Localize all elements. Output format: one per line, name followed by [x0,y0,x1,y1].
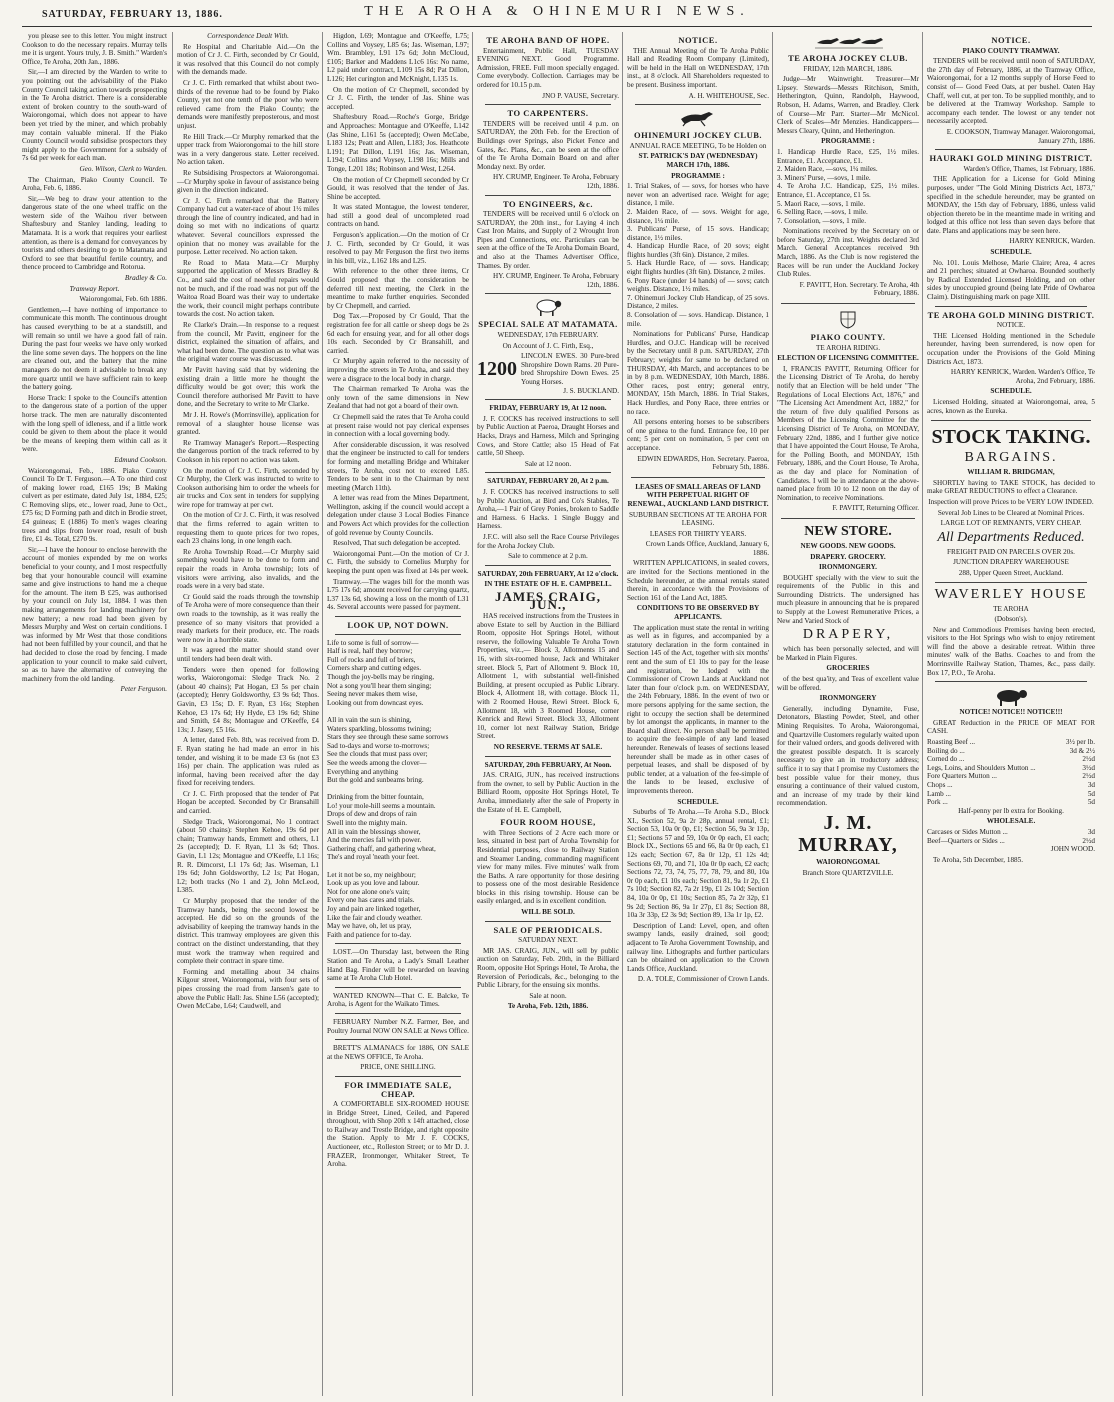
auctioneer-name: JAMES CRAIG, JUN., [495,588,601,613]
divider [335,634,461,635]
article-text: you please see to this letter. You might instruct Cookson to do the necessary repairs. Murray tells me it is urgent. Yours truly, J. B. Smith." Warden's Office, Te Aroha, 20th Jan., 1886. [22,32,167,66]
sale-date: SATURDAY NEXT. [518,936,578,945]
masthead-rule [22,26,1092,27]
divider [931,420,1091,421]
divider [485,921,611,922]
article-text: Cr J. C. Firth remarked that whilst about two-thirds of the revenue had to be found by Piako County, yet not one tenth of the poor who were relieved came from the Piako County; the demands were manifestly preposterous, and most unjust. [177,78,319,130]
article-text: On the motion of Cr J. C. Firth, it was resolved that the firms referred to again written to requesting them to quote prices for two ropes, each 23 chains long, in one length each. [177,511,319,546]
price-item: Chops ... [927,781,953,789]
ad-heading: SALE OF PERIODICALS. [493,924,603,935]
article-text: On the motion of Cr Chepmell seconded by Cr Gould, it was resolved that the tender of Jas. Shine be accepted. [327,175,469,201]
article-text: It was stated Montague, the lowest tenderer, had still a good deal of uncompleted road contracts on hand. [327,203,469,229]
divider [335,616,461,617]
sheep-icon [531,298,565,316]
article-text: Higdon, L69; Montague and O'Keeffe, L75; Collins and Voysey, L85 6s; Jas. Wiseman, L97; Wm. Brambley, L91 17s 6d; John McCloud, £105; Barker and Maddens L1c6 16s: No name, L2 paid under contract, L109 15s 8d; Pat Dillon, L126; Het curington and McKnight, L135 1s. [327,32,469,83]
ad-heading: OHINEMURI JOCKEY CLUB. [633,130,763,141]
divider [485,104,611,105]
merchant-branch: Branch Store QUARTZVILLE. [802,868,894,877]
ad-text: All persons entering horses to be subscribers of one guinea to the fund. Entrance fee, 10 per cent; 5 per cent on nomination, 5 per cent on acceptance. [627,418,769,452]
ad-line: LARGE LOT OF REMNANTS, VERY CHEAP. [940,519,1082,528]
meat-price-list [927,738,1095,807]
price-row [927,755,1095,764]
divider [335,1076,461,1077]
ad-text: J.F.C. will also sell the Race Course Privileges for the Aroha Jockey Club. [477,532,619,550]
sale-terms: NO RESERVE. TERMS AT SALE. [493,742,603,751]
divider [935,582,1087,583]
ad-heading: TE AROHA BAND OF HOPE. [486,35,610,45]
article-text: Cr Gould said the roads through the township of Te Aroha were of more consequence than their own roads to the township, as it was really the presence of so many visitors that provided a ready markets for their produce, etc. The roads were now in a horrible state. [177,592,319,644]
meeting-subtitle: ANNUAL RACE MEETING, To be Holden on [629,141,767,150]
store-line: GROCERIES [826,664,870,673]
classified-lost: LOST.—On Thursday last, between the Ring Station and Te Aroha, a Lady's Small Leather Hand Bag. Finder will be rewarded on leaving same at Te Aroha Club Hotel. [327,948,469,983]
article-text: Mr J. H. Rowe's (Morrinsville), application for removal of a slaughter house license was granted. [177,410,319,437]
divider [935,306,1087,307]
ad-text: Entertainment, Public Hall, TUESDAY EVENING NEXT. Good Programme. Admission, FREE. Full moon specially engaged. Come everybody. Collection. Carriages may be ordered for 10.15 p.m. [477,46,619,89]
ad-text: JAS. CRAIG, JUN., has received instructions from the owner, to sell by Public Auction in the Billiard Room, opposite Hot Springs Hotel, Te Aroha, immediately after the sale of Property in the Estate of H. E. Campbell, [477,771,619,814]
signature: HY. CRUMP, Engineer. Te Aroha, February 12th, 1886. [493,272,619,289]
signature: F. PAVITT, Returning Officer. [832,504,919,513]
divider [935,681,1087,682]
price-value: 3½d [1082,763,1095,772]
article-text: Mr Pavitt having said that by widening the existing drain a little more he thought the difficulty would be got over; this work the Council therefore authorised Mr Pavitt to have done, and the Secretary to write to Mr Clarke. [177,365,319,409]
divider [635,104,761,105]
bull-icon [991,686,1031,706]
price-item: Fore Quarters Mutton ... [927,772,997,781]
column-2 [172,32,323,1396]
ad-text: WRITTEN APPLICATIONS, in sealed covers, are invited for the Sections mentioned in the Schedule hereunder, at the annual rentals stated therein, in accordance with the Provisions of Section 161 of the Land Act, 1885. [627,559,769,602]
ad-text: The application must state the rental in writing as well as in figures, and accompanied by a statutory declaration in the form contained in Section 145 of the Act, together with six months' rent and the sum of £1 10s to pay for the lease and registration, be lodged with the Commissioner of Crown Lands at Auckland not later than four o'clock p.m. on WEDNESDAY, the 24th February, 1886. In the event of two or more persons applying for the same section, the right to occupy the section shall be determined by lot amongst the applicants, in manner to the Board shall direct. No person shall be permitted to acquire the fee-simple of any land leased hereunder. Renewals of leases of sections leased hereunder shall be made as in other cases of perpetual leases, and shall be disposed of by public tender, at a valuation of the fee-simple of the lands to be leased, exclusive of improvements thereon. [627,623,769,795]
signature: Bradley & Co. [124,274,167,283]
price-value: 3d [1087,781,1095,789]
poem-title: LOOK UP, NOT DOWN. [347,620,449,630]
article-text: Re Road to Mata Mata.—Cr Murphy supported the application of Messrs Bradley & Co., and said the cost of needful repairs would not be much, and if the road was not put off the Waitoa Road Board was their way to undertake the work, their council might perhaps contribute towards the cost. No action taken. [177,258,319,319]
ad-line: Half-penny per lb extra for Booking. [958,806,1064,815]
store-address: 288, Upper Queen Street, Auckland. [958,568,1064,577]
sale-date: SATURDAY, FEBRUARY 20, At 2 p.m. [487,477,609,486]
programme-heading: PROGRAMME : [671,171,725,180]
wholesale-price-list [927,828,1095,845]
ad-text: TENDERS will be received until noon of SATURDAY, the 27th day of February, 1886, at the Tramway Office, Waiorongomai, for a 12 months supply of Horse Feed to consist of— Good Feed Oats, at per bushel. Oaten Hay Chaff, well cut, at per ton. To be supplied monthly, and to be delivered at the Tramway Workshop. Sample to accompany each tender. The lowest or any tender not necessarily accepted. [927,57,1095,126]
article-text: Ferguson's application.—On the motion of Cr J. C. Firth, seconded by Cr Gould, it was resolved to pay Mr Ferguson the first two items in his bill, viz., L162 18s and L25. [327,231,469,265]
store-name: JUNCTION DRAPERY WAREHOUSE [953,558,1069,567]
price-row [927,837,1095,846]
divider [335,943,461,944]
ad-text: I, FRANCIS PAVITT, Returning Officer for the Licensing District of Te Aroha, do hereby notify that an Election will be held under "The Regulations of Local Elections Act, 1876," and "The Licensing Act Amendment Act, 1882," for the return of five duly qualified Persons as Members of the Licensing Committee for the Licensing District of Te Aroha, on MONDAY, February 22nd, 1886, and I further give notice that I have appointed the Court House, Te Aroha, for the Polling Booth, and MONDAY, 15th February, 1886, and the Court House, Te Aroha, as the day and place for Nomination of Candidates. I will be in attendance at the above-named place from 10 to 12 noon on the day of Nomination, to receive Nominations. [777,364,919,502]
ad-text: Generally, including Dynamite, Fuse, Detonators, Blasting Powder, Steel, and other Mining Requisites. To Aroha, Waiorongomai, and Quartzville Customers regularly waited upon for their valued orders, and goods delivered with the greatest possible despatch. It is scarcely necessary to give an in troductory address; suffice it to say that I promise my Customers the best possible value for their money, thus ensuring a continuance of their valued custom, and an increase of my trade by their kind recommendation. [777,704,919,808]
sale-account: On Account of J. C. Firth, Esq., [502,341,594,350]
price-item: Lamb ... [927,789,951,798]
signature: F. PAVITT, Hon. Secretary. Te Aroha, 4th February, 1886. [799,280,919,298]
column-6 [772,32,923,1396]
article-text: Re Clarke's Drain.—In response to a request from the council, Mr Pavitt, engineer for the district, explained the situation of affairs, and what had been done. The question as to what was the original water course was discussed. [177,321,319,364]
article-text: After considerable discussion, it was resolved that the engineer be instructed to call for tenders for forming and metalling Bridge and Whitaker streets, Te Aroha, cost not to exceed L85. Tenders to be sent in to the Chairman by next meeting (March 11th). [327,440,469,492]
divider [485,399,611,400]
article-text: On the motion of Cr J. C. Firth, seconded by Cr Murphy, the Clerk was instructed to write to Cookson authorising him to order the wheels for air trucks and Cox sent in tenders for supplying wire rope for tramway at per cwt. [177,466,319,509]
ad-text: No. 101. Louis Melhose, Marie Claire; Area, 4 acres and 21 perches; situated at Owharoa. Bounded southerly by Radical Extended Licensed Holding, and on other sides by unoccupied ground (being late Pride of Owharoa Claim). Distinguishing mark on page XIII. [927,258,1095,302]
divider [485,756,611,757]
notice-heading: NOTICE! NOTICE!! NOTICE!!! [959,708,1063,717]
signature: J. S. BUCKLAND. [563,386,619,395]
section-heading: Correspondence Dealt With. [207,32,289,40]
article-text: Cr J. C. Firth remarked that the Battery Company had cut a water-race of about 1½ miles through the line of country indicated, and had in doing so met with no indications of quartz whatever. Several councillors expressed the opinion that no money was available for the purpose. Letter received. No action taken. [177,196,319,257]
divider [485,565,611,566]
ad-subheading: LEASES FOR THIRTY YEARS. [649,529,747,538]
ad-text: of the best qua'ity, and Teas of excellent value will be offered. [777,675,919,692]
classified-wanted: WANTED KNOWN—That C. E. Balcke, Te Aroha, is Agent for the Waikato Times. [327,991,469,1009]
race-programme: 1. Handicap Hurdle Race, £25, 1½ miles. Entrance, £1. Acceptance, £1. 2. Maiden Race, —sovs, 1¼ miles. 3. Miners' Purse, —sovs, 1 mile. 4. Te Aroha J.C. Handicap, £25, 1½ miles. Entrance, £1. Acceptance, £1 5s. 5. Maori Race, —sovs, 1 mile. 6. Selling Race, —sovs, 1 mile. 7. Consolation, —sovs, 1 mile. [777,147,919,225]
sale-time: Sale at 12 noon. [524,459,572,468]
article-text: The Chairman remarked Te Aroha was the only town of the same dimensions in New Zealand that had not got a board of their own. [327,385,469,411]
ad-text: TENDERS will be received until 6 o'clock on SATURDAY, the 20th inst., for Laying 4 inch Cast Iron Mains, and Supply of 2 Wrought Iron Pipes and Connections, etc. Particulars can be seen at the office of the Te Aroha Domain Board, and also at the Thames Advertiser Office, Thames. By order. [477,210,619,270]
article-text: Re Tramway Manager's Report.—Respecting the dangerous portion of the track referred to by Cookson in his report no action was taken. [177,438,319,464]
ad-text: THE Application for a License for Gold Mining purposes, under "The Gold Mining Districts Act, 1873," specified in the schedule hereunder, may be granted on MONDAY, the 15th day of February, 1886, unless valid objection thereto be in the meantime made in writing and lodged at this office not less than seven days before that date. Plans and applications may be seen here. [927,175,1095,235]
price-row [927,798,1095,807]
ad-text: Description of Land: Level, open, and often swampy lands, easily drained, soil good; adjacent to Te Aroha Government Township, and railway line. Lithographs and further particulars can be obtained on application to the Crown Lands Office, Auckland. [627,921,769,973]
ad-text: TENDERS will be received until 4 p.m. on SATURDAY, the 20th Feb. for the Erection of Buildings over Springs, also Picket Fence and Gates, &c. Plans, &c., can be seen at the office of the Te Aroha Domain Board on and after Monday next. By order. [477,119,619,171]
ad-line: Inspection will prove Prices to be VERY LOW INDEED. [928,497,1094,506]
merchant-location: WAIORONGOMAI. [816,857,880,866]
price-item: Legs, Loins, and Shoulders Mutton ... [927,763,1036,772]
hotel-owner: (Dobson's). [994,615,1028,624]
dateline: Crown Lands Office, Auckland, January 6, 1886. [645,540,769,557]
ad-text: BOUGHT specially with the view to suit the requirements of the Public in this and Surrounding Districts. The undersigned has much pleasure in announcing that he is prepared to Supply at the Lowest Remunerative Prices, a New and Varied Stock of [777,573,919,625]
ad-text: Suburbs of Te Aroha.—Te Aroha S.D., Block XI., Section 52, 9a 2r 28p, annual rental, £1; Section 53, 10a 0r 0p, £1; Section 56, 9a 3r 13p, £1; Sections 57 and 59, 10a 0r 0p each, £1 each; Block IX., Sections 65 and 66, 8a 0r 0p each, £1 12s each; Section 67, 8a 0r 12p, £1 12s 4d; Sections 69, 70, and 71, 10a 0r 0p each, £2 each; Sections 72, 73, 74, 75, 77, 78, 79, and 80, 10a 0r 0p each, £1 10s each; Section 81, 9a 1r 2p, £1 7s 10d; Section 82, 7a 2r 19p, £1 2s 10d; Section 84, 10a 0r 0p, £1 10s; Section 85, 7a 2r 32p, £1 9s 2d; Section 86, 9a 1r 27p, £1 8s; Section 88, 10a 3r 33p, £2 3s 9d; Section 89, 13a 1r 1p, £2. [627,808,769,920]
article-text: Sledge Track, Waiorongomai, No 1 contract (about 50 chains): Stephen Kehoe, 19s 6d per chain; Tramway hands, Emmett and others, L1 2s (accepted); D. F. Ryan, L1 3s 6d; Thos. Gavin, L1 12s; Montague and O'Keeffe, L1 16s; R. R. Dimcorst, L1 17s 6d; Jas. Wiseman, L1 19s 6d; John Goldsworthy, L2 1s; Pat Hogan, L2; both tracks (No 1 and 2), John McLeod, L385. [177,817,319,895]
article-text: A letter, dated Feb. 8th, was received from D. F. Ryan stating he had made an error in his tender, and wishing it to be made £3 6s (not £3 16s) per chain. The application was ruled as informal, having been received after the day fixed for receiving tenders. [177,736,319,788]
column-3 [322,32,473,1396]
article-text: A letter was read from the Mines Department, Wellington, asking if the council would accept a delegation under clause 3 Local Bodies Finance and Powers Act which provides for the collection of gold revenue by County Councils. [327,494,469,537]
price-item: Boiling do ... [927,746,965,755]
sale-date: WEDNESDAY, 17th FEBRUARY. [497,331,599,340]
article-text: Dog Tax.—Proposed by Cr Gould, That the registration fee for all cattle or sheep dogs be 2s 6d each for ensuing year, and for all other dogs 10s each. Seconded by Cr Bransahill, and carried. [327,312,469,355]
section-heading: Tramway Report. [69,284,120,293]
article-text: Waiorongomai Punt.—On the motion of Cr J. C. Firth, the subsidy to Cornelius Murphy for keeping the punt open was fixed at 14s per week. [327,549,469,576]
estate-heading: IN THE ESTATE OF H. E. CAMPBELL. [484,580,612,589]
store-heading: NEW STORE. [804,523,892,539]
ad-line: Several Job Lines to be Cleared at Nominal Prices. [937,508,1085,517]
ad-subheading: CONDITIONS TO BE OBSERVED BY APPLICANTS. [636,604,760,622]
price-value: 2½d [1082,836,1095,845]
price-value: 2½d [1082,772,1095,781]
sale-date: FRIDAY, FEBRUARY 19, At 12 noon. [489,404,607,413]
price-value: 3½ per lb. [1065,738,1095,747]
dateline: Waiorongomai, Feb. 6th 1886. [79,295,167,304]
ad-heading: HAURAKI GOLD MINING DISTRICT. [929,153,1093,164]
article-text: Re Hill Track.—Cr Murphy remarked that the upper track from Waiorongomai to the hill store was in a very dangerous state. Letter received. No action taken. [177,132,319,167]
coat-of-arms-icon [837,309,859,329]
ad-text: HAS received instructions from the Trustees in above Estate to sell by Auction in the Billiard Room, opposite Hot Springs Hotel, without reserve, the following Valuable Te Aroha Town Properties, viz.,— Block 3, Allotments 15 and 16, with six-roomed house, Jack and Whitaker street. Block 5, Part of Allotment 9. Block 10, Allotment 1, with substantial well-finished Building, at present occupied as Public Library. Block 4, Allotment 18, with cottage. Block 11, with 2 Roomed House, Rewi Street. Block 6, Allotment 18, with 3 Roomed House, corner Kenrick and Rewi Street. Block 33, Allotment 10, corner lot next Railway Station, Bridge Street. [477,612,619,741]
ad-heading: NOTICE. [991,35,1031,45]
hotel-location: TE AROHA [993,604,1029,613]
ad-subheading: TE AROHA RIDING. [815,343,881,352]
sale-time: Sale at noon. [529,991,567,1000]
price-item: Corned do ... [927,755,965,764]
divider [935,149,1087,150]
dateline: Te Aroha, 5th December, 1885. [933,855,1024,864]
signature: Geo. Wilson, Clerk to Warden. [79,164,167,173]
article-text: Cr Chepmell said the rates that Te Aroha could at present raise would not pay clerical expenses in connection with a local governing body. [327,412,469,439]
price-row [927,790,1095,799]
ad-text: Licensed Holding, situated at Waiorongomai, area, 5 acres, known as the Eureka. [927,397,1095,415]
lot-items: LINCOLN EWES. 30 Pure-bred Shropshire Down Rams. 20 Pure-bred Shropshire Down Ewes. 25 Young Horses. [521,352,619,386]
stock-heading: STOCK TAKING. [931,426,1091,449]
ad-text: which has been personally selected, and will be Marked in Plain Figures. [777,645,919,662]
divider [335,1039,461,1040]
sale-time: Sale to commence at 2 p.m. [508,552,588,561]
ad-text: GREAT Reduction in the PRICE OF MEAT FOR CASH. [927,718,1095,736]
classified-house: A COMFORTABLE SIX-ROOMED HOUSE in Bridge Street, Lined, Ceiled, and Papered throughout, with Shop 20ft x 14ft attached, close to Railway and Trestle Bridge, and right opposite the Station. Apply to Mr J. F. COCKS, Auctioneer, etc., Rolleston Street; or to Mr D. J. FRAZER, Ironmonger, Whitaker Street, Te Aroha. [327,1100,469,1169]
price-value: 3d [1087,827,1095,836]
meeting-date: FRIDAY, 12th MARCH, 1886. [803,64,893,73]
ad-subheading: WHOLESALE. [986,817,1036,826]
article-text: Waiorongomai, Feb., 1886. Piako County Council To Dr T. Ferguson.—A To one third cost of making lower road, £165 19s; B Making culvert as per estimate, dated July 1st, 1884, £25; C Removing slips, etc., lower road, June to Oct., £75 6s; D Forming path and ditch in Brodie street, £4 guineas; E (1886) To men's wages clearing trees and slips from lower road, result of bush fire, £1 4s. Total, £270 9s. [22,466,167,544]
divider [485,472,611,473]
article-text: Gentlemen,—I have nothing of importance to communicate this month. The continuous drought has caused everything to be at a standstill, and will remain so until we have a good fall of rain. During the past four weeks we have only worked the line some seven days. The hoppers on the line are cleaned out, and the battery that the mine managers do not deem it advisable to break any more quartz until we have sufficient rain to keep the battery going. [22,305,167,392]
article-text: Shaftesbury Road.—Roche's Gorge, Bridge and Approaches: Montague and O'Keeffe, L142 (Jas Shine, L161 5s (accepted); Owen McCabe, L183 12s; Peatt and Allen, L183; Jos. Heathcote L191; Pat Dillon, L191 16s; Jas. Wiseman, L194; Collins and Voysey, L198 16s; Mills and Tonge, L201 18s; Robinson and West, L264. [327,113,469,173]
divider [485,293,611,294]
signature: D. A. TOLE, Commissioner of Crown Lands. [637,975,769,984]
signature: E. COOKSON, Tramway Manager. Waiorongomai, January 27th, 1886. [946,127,1095,145]
ad-text: Nominations for Publicans' Purse, Handicap Hurdles, and O.J.C. Handicap will be received by the Secretary until 8 p.m. SATURDAY, 27th February; weights for same to be declared on THURSDAY, 4th March, and acceptances to be in by 8 p.m. WEDNESDAY, 10th March, 1886. Other races, post entry; general entry, MONDAY, 15th March, 1886. In Trial Stakes, Hack Hurdles, and Pony Race, three entries or no race. [627,330,769,416]
article-text: With reference to the other three items, Cr Gould proposed that the consideration be deferred till next meeting, the Clerk in the meantime to make further enquiries. Seconded by Cr Chepmell, and carried. [327,267,469,310]
ad-heading: SPECIAL SALE AT MATAMATA. [478,319,618,330]
price-row [927,747,1095,756]
signature: Edmund Cookson. [114,455,167,464]
price-item: Roasting Beef ... [927,738,976,747]
signature: JOHN WOOD. [1050,845,1095,854]
merchant-name: WILLIAM R. BRIDGMAN, [967,468,1055,477]
ad-text: with Three Sections of 2 Acre each more or less, situated in best part of Aroha Township for Residential purposes, close to Railway Station and Steamer Landing, commanding magnificent view for many miles. Five minutes' walk from the Baths. A rare opportunity for those desiring to possess one of the most desirable Residence blocks in this rising township. House can be easily enlarged, and is in excellent condition. [477,828,619,906]
article-text: Tenders were then opened for following works, Waiorongomai: Sledge Track No. 2 (about 40 chains); Pat Hogan, £3 5s per chain (accepted); Henry Goldsworthy, £3 9s 6d; Thos. Gavin, £3 15s; D. F. Ryan, £3 16s; Stephen Kehoe, £3 17s 6d; Hy Hyde, £3 19s 6d; Shine and Smith, £4 8s; Montague and O'Keeffe, £4 13s; J. Jasey, £5 16s. [177,665,319,734]
ad-text: New and Commodious Premises having been erected, visitors to the Hot Springs who wish to enjoy retirement will find the above a desirable retreat. Within three minutes' walk of the Baths. Coaches to and from the Morrinsville Railway Station, Thames, &c., pass daily. Box 17, P.O., Te Aroha. [927,625,1095,677]
ad-heading: TO CARPENTERS. [507,108,589,119]
ad-text: THE Annual Meeting of the Te Aroha Public Hall and Reading Room Company (Limited), will be held in the Hall on WEDNESDAY, 17th inst., at 8 o'clock. All Shareholders requested to be present. Business important. [627,46,769,89]
divider [781,518,915,519]
ad-heading: TO ENGINEERS, &c. [502,198,594,209]
sale-date: SATURDAY, 20th FEBRUARY, At Noon. [484,760,612,769]
article-text: Re Hospital and Charitable Aid.—On the motion of Cr J. C. Firth, seconded by Cr Gould, it was resolved that this Council do not comply with the demands made. [177,42,319,77]
divider [335,1013,461,1014]
bargains-heading: BARGAINS. [964,450,1058,466]
classified-farmer: FEBRUARY Number N.Z. Farmer, Bee, and Poultry Journal NOW ON SALE at News Office. [327,1017,469,1035]
article-text: Cr Murphy proposed that the tender of the Tramway hands, being the second lowest be accepted. He did so on the grounds of the advisability of keeping the tramway hands in the district. This tramway employees are given this contract on the distinct understanding, that they must work the tramway when required and complete their contract in spare time. [177,897,319,966]
programme-heading: PROGRAMME : [821,137,875,146]
store-line: IRONMONGERY [819,694,877,703]
price-item: Carcases or Sides Mutton ... [927,827,1008,836]
schedule-heading: SCHEDULE. [990,248,1032,257]
article-text: Sir,—We beg to draw your attention to the dangerous state of the one wheel traffic on the western side of the Waihou river between Shaftesbury and Stanley landing, leading to Matamata. It is a work that requires your earliest attention, as there is a demand for conveyances by tourists and others desiring to go to Matamata and Oxford to see that beautiful fertile country, and thence proceed to Cambridge and Rotorua. [22,194,167,272]
ad-heading: TE AROHA JOCKEY CLUB. [788,53,908,63]
ad-heading: LEASES OF SMALL AREAS OF LAND WITH PERPETUAL RIGHT OF RENEWAL, AUCKLAND LAND DISTRICT. [627,482,769,508]
dateline: Te Aroha, Feb. 12th, 1886. [507,1002,589,1011]
issue-date: SATURDAY, FEBRUARY 13, 1886. [42,9,223,20]
ad-text: J. F. COCKS has received instructions to sell by Public Auction at Paeroa, Draught Horses and Hacks, Drays and Harness, Milch and Springing Cows, and Store Cattle; also 15 Head of Fat cattle, 50 Sheep. [477,414,619,458]
store-line: IRONMONGERY. [819,563,877,572]
ad-subheading: ELECTION OF LICENSING COMMITTEE. [777,354,919,363]
merchant-name: J. M. MURRAY, [798,811,898,856]
poem-body: Life to some is full of sorrow— Half is real, half they borrow; Full of rocks and full of briers, Corners sharp and cutting edges. Though the joy-bells may be ringing, Not a song you'll hear them singing; Seeing never makes them wise, Looking out from downcast eyes. All in vain the sun is shining, Waters sparkling, blossoms twining; Stars they see through these same sorrows Sad to-days and worse to-morrows; See the clouds that must pass over; See the weeds among the clover— Everything and anything But the gold and sunbeams bring. Drinking from the bitter fountain, Lo! your mole-hill seems a mountain. Drops of dew and drops of rain Swell into the mighty main. All in vain the blessings shower, And the mercies fall with power. Gathering chaff, and gathering wheat, The's and royal 'neath your feet. Let it not be so, my neighbour; Look up as you love and labour. Not for one alone one's vain; Every one has cares and trials. Joy and pain are linked together, Like the fair and cloudy weather. May we have, oh, let us pray, Faith and patience for to-day. [327,638,449,939]
property-heading: FOUR ROOM HOUSE, [500,817,596,828]
classified-almanac: BRETT'S ALMANACS for 1886, ON SALE at the NEWS OFFICE, Te Aroha. [327,1044,469,1061]
club-officials: Judge—Mr Wainwright. Treasurer—Mr Lipsey. Stewards—Messrs Ritchison, Smith, Hetherington, Quinn, Randolph, Haywood, Robson, H. Adams, Warren, and Bradley. Clerk of Course—Mr Parr. Starter—Mr McNicol. Clerk of Scales—Mr Menzies. Handicappers—Messrs Cleary, Quinn, and Hetherington. [777,75,919,135]
signature: HARRY KENRICK, Warden. [1009,237,1095,246]
schedule-heading: SCHEDULE. [677,797,719,806]
signature: Peter Ferguson. [120,685,167,694]
price-value: 2½d [1082,755,1095,764]
masthead [0,0,1114,30]
ad-subheading: NOTICE. [996,321,1026,330]
ad-line: FREIGHT PAID ON PARCELS OVER 20s. [947,547,1075,556]
hotel-name: WAVERLEY HOUSE [934,586,1088,602]
signature: JNO P. VAUSE, Secretary. [542,91,619,100]
divider [631,477,765,478]
ad-heading: PIAKO COUNTY. [810,332,886,343]
dateline: Warden's Office, Thames, 1st February, 1886. [963,164,1095,173]
ad-text: THE Licensed Holding mentioned in the Schedule hereunder, having been surrendered, is now open for occupation under the Provisions of the Gold Mining Districts Act, 1873. [927,331,1095,366]
lot-count: 1200 [477,358,517,381]
article-text: Tramway.—The wages bill for the month was L75 17s 6d; amount received for carrying quartz, L37 13s 6d, showing a loss on the month of L31 4s. Several accounts were passed for payment. [327,577,469,612]
store-line: DRAPERY. GROCERY. [810,552,886,561]
ad-text: J. F. COCKS has received instructions to sell by Public Auction, at Bird and Co's Stables, Te Aroha,—1 Pair of Grey Ponies, broken to Saddle and Harness. 6 Hacks. 1 Single Buggy and Harness. [477,487,619,531]
ad-subheading: PIAKO COUNTY TRAMWAY. [962,46,1060,55]
sale-lot [477,352,619,386]
price-item: Pork ... [927,798,948,807]
sale-date: SATURDAY, 20th FEBRUARY, At 12 o'clock. [477,569,619,578]
ad-text: SHORTLY having to TAKE STOCK, has decided to make GREAT REDUCTIONS to effect a Clearance. [927,478,1095,496]
sale-note: WILL BE SOLD. [521,908,575,917]
price-row [927,764,1095,773]
schedule-heading: SCHEDULE. [990,387,1032,396]
article-text: Resolved, That such delegation be accepted. [333,539,461,548]
price-value: 5d [1087,798,1095,807]
ad-heading: FOR IMMEDIATE SALE, CHEAP. [344,1079,452,1099]
price-value: 5d [1087,789,1095,798]
ad-heading: NOTICE. [678,35,718,45]
article-text: Re Aroha Township Road.—Cr Murphy said something would have to be done to form and repair the roads in Aroha township; lots of visitors were arriving, also invalids, and the roads were in a very bad state. [177,547,319,591]
signature: A. H. WHITEHOUSE, Sec. [688,91,769,100]
price-value: 3d & 2½ [1069,746,1095,755]
store-line: NEW GOODS. NEW GOODS. [800,541,896,550]
column-5 [622,32,773,1396]
ad-text: Nominations received by the Secretary on or before Saturday, 27th inst. Weights declared 3rd March. General Acceptances received 9th March, 1886. As the Club is now registered the Races will be run under the Auckland Jockey Club Rules. [777,227,919,279]
race-programme: 1. Trial Stakes, of — sovs, for horses who have never won an advertised race. Weight for age; distance, 1 mile. 2. Maiden Race, of — sovs. Weight for age, distance, 1¼ mile. 3. Publicans' Purse, of 15 sovs. Handicap; distance, 1½ miles. 4. Handicap Hurdle Race, of 20 sovs; eight flights hurdles (3ft 6in). Distance, 2 miles. 5. Hack Hurdle Race, of — sovs. Handicap; eight flights hurdles (3ft 6in). Distance, 2 miles. 6. Pony Race (under 14 hands) of — sovs; catch weights. Distance, 1½ miles. 7. Ohinemuri Jockey Club Handicap, of 25 sovs. Distance, 2 miles. 8. Consolation of — sovs. Handicap. Distance, 1 mile. [627,182,769,328]
almanac-price: PRICE, ONE SHILLING. [360,1063,436,1072]
ad-heading: TE AROHA GOLD MINING DISTRICT. [927,309,1095,320]
article-text: Sir,—I am directed by the Warden to write to you pointing out the advisability of the Piako County Council taking action towards prospecting in the Te Aroha district. There is a considerable extent of broken country to the south-ward of Waiorongomai, which does not appear to have been yet tried by the miner, and which probably may contain valuable mineral. If the Piako County Council would subsidise prospectors they might apply to the Government for a subsidy of 7s 6d per week for each man. [22,68,167,163]
ad-line: All Departments Reduced. [937,529,1085,545]
divider [781,303,915,304]
signature: HY. CRUMP, Engineer. Te Aroha, February 12th, 1886. [493,173,619,190]
newspaper-title: THE AROHA & OHINEMURI NEWS. [364,4,750,19]
price-row [927,738,1095,747]
page-columns [22,32,1098,1396]
price-row [927,772,1095,781]
article-text: On the motion of Cr Chepmell, seconded by Cr J. C. Firth, the tender of Jas. Shine was accepted. [327,85,469,111]
article-text: Re Subsidising Prospectors at Waiorongomai.—Cr Murphy spoke in favour of assistance being given in the direction indicated. [177,168,319,195]
ad-subheading: SUBURBAN SECTIONS AT TE AROHA FOR LEASING. [628,510,768,528]
article-text: Forming and metalling about 34 chains Kilgour street, Waiorongomai, with four sets of pipes crossing the road from Jansen's gate to above the Public Hall: Jas. Shine L56 (accepted); Owen McCabe, L64; Caudwell, and [177,967,319,1011]
article-text: Horse Track: I spoke to the Council's attention to the dangerous state of a portion of the upper horse track. The men are naturally discontented with the long spell of idleness, and if a little work could be given to them about the place it would be the means of keeping them within call as it were. [22,393,167,454]
divider [485,195,611,196]
store-line: DRAPERY, [802,627,894,643]
meeting-date: ST. PATRICK'S DAY (WEDNESDAY) MARCH 17th, 1886. [638,152,758,169]
ad-text: MR JAS. CRAIG, JUN., will sell by public auction on Saturday, Feb. 20th, in the Billiard Room, opposite Hot Springs Hotel, Te Aroha, the Reversion of Periodicals, &c., belonging to the Public Library, for the ensuing six months. [477,946,619,990]
column-4 [472,32,623,1396]
signature: HARRY KENRICK, Warden. Warden's Office, Te Aroha, 2nd February, 1886. [950,368,1095,385]
article-text: Sir,—I have the honour to enclose herewith the account of monies expended by me on works beneficial to your county, and I most respectfully beg that your honourable council will examine same and give instructions to hand me a cheque for the amount. The item B £25, was authorised by your council on July 1st, 1884. I was then making arrangements for landing machinery for new battery; a new road had been given by Messrs Murphy and West on certain conditions. I was informed by Mr West that those conditions had not been fulfilled by your council, and that he had decided to close the road by fencing. I made application to your council to make said culvert, so as to have the alternative of conveying the machinery from the old landing. [22,545,167,683]
column-7 [922,32,1099,1396]
price-row [927,781,1095,790]
article-text: Cr Murphy again referred to the necessity of improving the streets in Te Aroha, and said they were a disgrace to the local body in charge. [327,357,469,383]
article-text: It was agreed the matter should stand over until tenders had been dealt with. [177,646,319,663]
address: The Chairman, Piako County Council. Te Aroha, Feb. 6, 1886. [22,175,167,193]
price-row [927,828,1095,837]
price-item: Beef—Quarters or Sides ... [927,836,1005,845]
racehorse-icon [675,109,721,127]
divider [335,987,461,988]
signature: EDWIN EDWARDS, Hon. Secretary. Paeroa, February 5th, 1886. [637,454,769,472]
article-text: Cr J. C. Firth proposed that the tender of Pat Hogan be accepted. Seconded by Cr Bransahill and carried. [177,789,319,816]
column-1 [22,32,171,1396]
racehorses-icon [813,34,883,50]
